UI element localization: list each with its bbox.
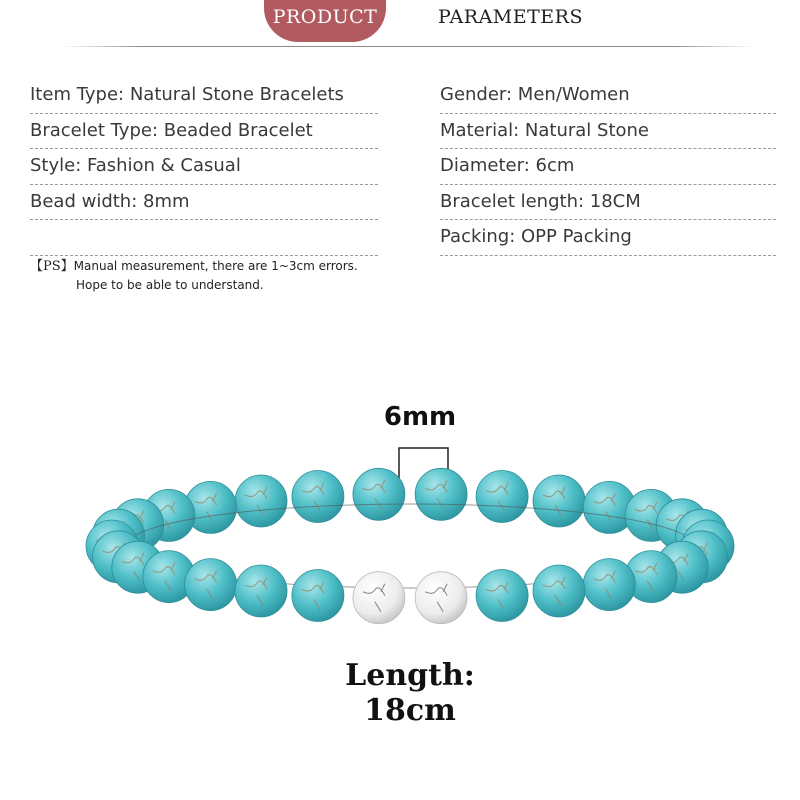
param-row: Diameter: 6cm (440, 149, 776, 185)
param-row: Bracelet Type: Beaded Bracelet (30, 114, 378, 150)
param-row: Gender: Men/Women (440, 78, 776, 114)
turquoise-bead (476, 570, 528, 622)
bead-group (86, 468, 734, 623)
param-row: Bead width: 8mm (30, 185, 378, 221)
measurement-note (30, 257, 358, 294)
turquoise-bead (235, 565, 287, 617)
section-header (0, 0, 800, 60)
turquoise-bead (292, 570, 344, 622)
note-line-2: Hope to be able to understand. (76, 278, 264, 292)
note-line-1: Manual measurement, there are 1~3cm errors. (73, 259, 358, 273)
bead-size-label: 6mm (383, 402, 457, 432)
header-divider (62, 46, 754, 47)
param-row: Bracelet length: 18CM (440, 185, 776, 221)
turquoise-bead (533, 565, 585, 617)
product-label: PRODUCT (272, 6, 378, 28)
param-row: Packing: OPP Packing (440, 220, 776, 256)
param-row-empty (30, 220, 378, 256)
turquoise-bead (353, 468, 405, 520)
param-row: Style: Fashion & Casual (30, 149, 378, 185)
params-left-column (30, 78, 378, 256)
ps-marker: 【PS】 (30, 259, 74, 274)
turquoise-bead (235, 475, 287, 527)
turquoise-bead (476, 471, 528, 523)
turquoise-bead (292, 471, 344, 523)
turquoise-bead (185, 559, 237, 611)
turquoise-bead (533, 475, 585, 527)
params-right-column (440, 78, 776, 256)
bracelet-image (0, 400, 800, 660)
param-row: Item Type: Natural Stone Bracelets (30, 78, 378, 114)
param-row: Material: Natural Stone (440, 114, 776, 150)
white-bead (415, 572, 467, 624)
turquoise-bead (415, 468, 467, 520)
parameters-label: PARAMETERS (438, 6, 583, 28)
turquoise-bead (583, 559, 635, 611)
white-bead (353, 572, 405, 624)
length-label: Length: 18cm (345, 658, 475, 728)
